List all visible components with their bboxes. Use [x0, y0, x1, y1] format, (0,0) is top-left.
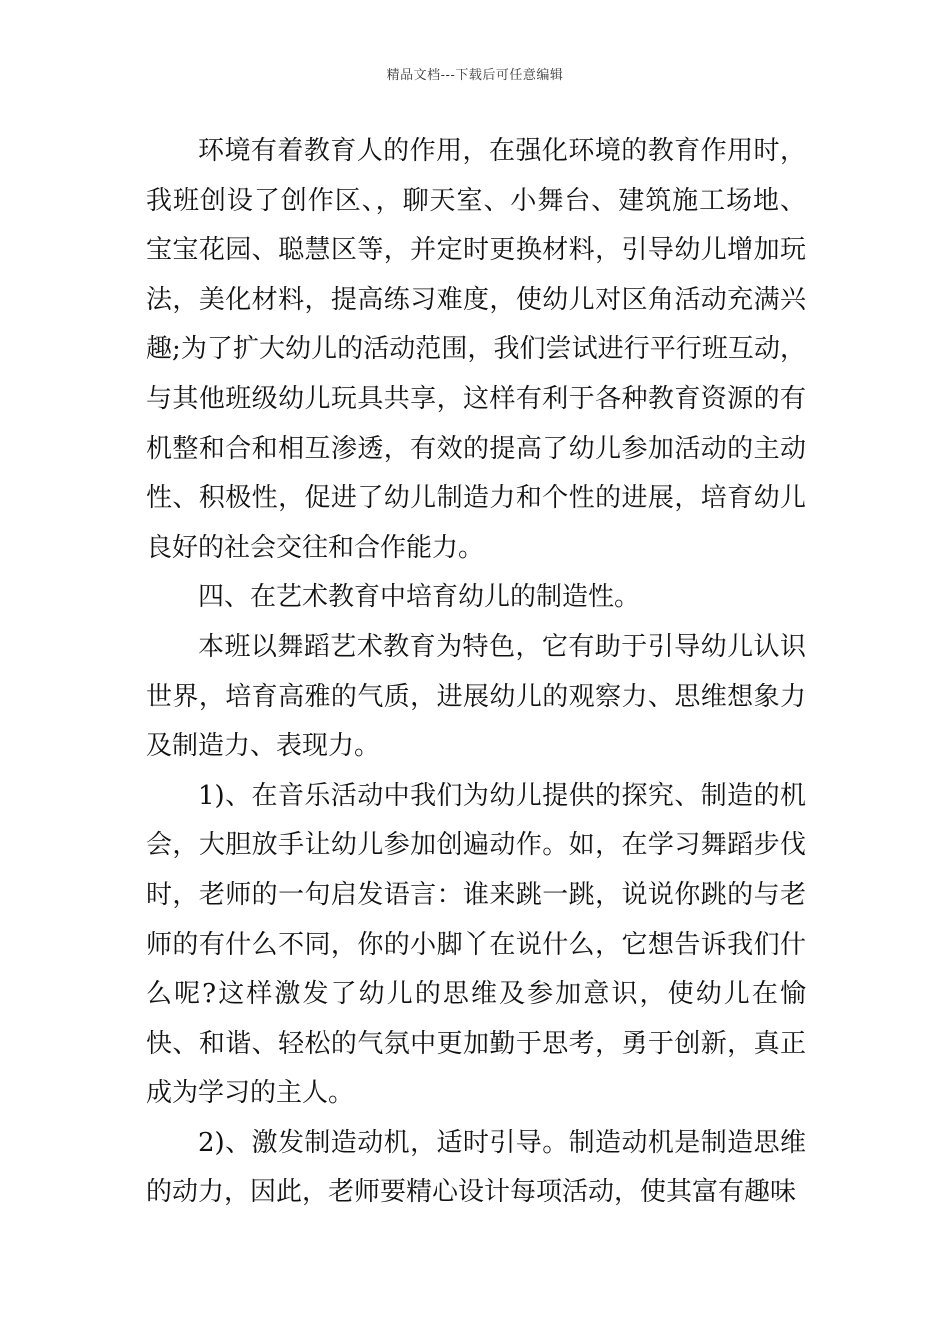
page-header: 精品文档---下载后可任意编辑 [386, 68, 564, 83]
paragraph-dance-feature: 本班以舞蹈艺术教育为特色，它有助于引导幼儿认识世界，培育高雅的气质，进展幼儿的观察力、思维想象力及制造力、表现力。 [146, 631, 806, 762]
document-body [146, 127, 806, 1218]
paragraph-creative-motivation: 2)、激发制造动机，适时引导。制造动机是制造思维的动力，因此，老师要精心设计每项活动，使其富有趣味 [146, 1127, 806, 1208]
paragraph-environment: 环境有着教育人的作用，在强化环境的教育作用时，我班创设了创作区、，聊天室、小舞台、建筑施工场地、宝宝花园、聪慧区等，并定时更换材料，引导幼儿增加玩法，美化材料，提高练习难度，使幼儿对区角活动充满兴趣;为了扩大幼儿的活动范围，我们尝试进行平行班互动，与其他班级幼儿玩具共享，这样有利于各种教育资源的有机整和合和相互渗透，有效的提高了幼儿参加活动的主动性、积极性，促进了幼儿制造力和个性的进展，培育幼儿良好的社会交往和合作能力。 [146, 136, 806, 563]
section-heading-art-education: 四、在艺术教育中培育幼儿的制造性。 [198, 582, 641, 613]
paragraph-music-activities: 1)、在音乐活动中我们为幼儿提供的探究、制造的机会，大胆放手让幼儿参加创遍动作。如，在学习舞蹈步伐时，老师的一句启发语言：谁来跳一跳，说说你跳的与老师的有什么不同，你的小脚丫在说什么，它想告诉我们什么呢?这样激发了幼儿的思维及参加意识，使幼儿在愉快、和谐、轻松的气氛中更加勤于思考，勇于创新，真正成为学习的主人。 [146, 780, 806, 1109]
